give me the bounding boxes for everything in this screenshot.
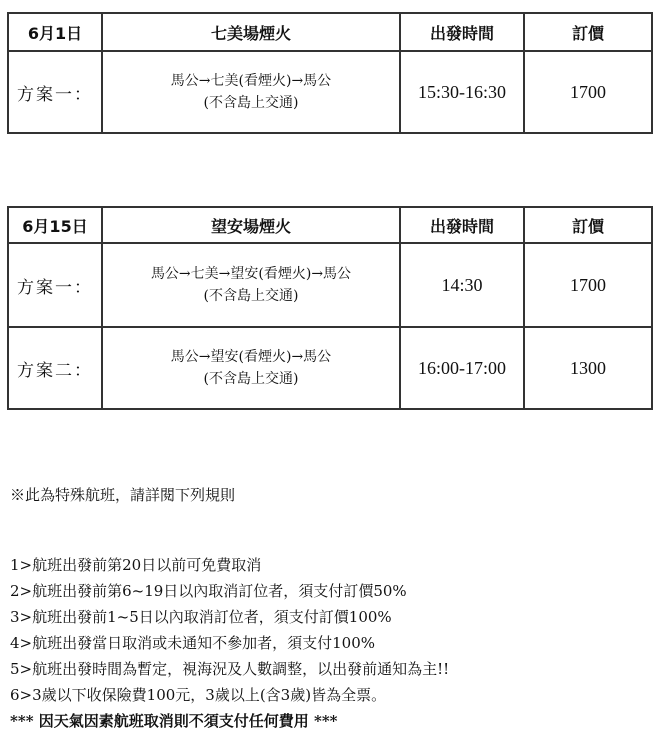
departure-time-header: 出發時間 bbox=[400, 13, 524, 51]
event-header: 望安場煙火 bbox=[102, 207, 400, 243]
rule-item: 5>航班出發時間為暫定，視海況及人數調整，以出發前通知為主!! bbox=[10, 660, 450, 678]
rule-item: 4>航班出發當日取消或未通知不參加者，須支付100% bbox=[10, 634, 375, 652]
price-header: 訂價 bbox=[524, 207, 652, 243]
rule-item: 6>3歲以下收保險費100元，3歲以上(含3歲)皆為全票。 bbox=[10, 686, 387, 704]
table-row bbox=[8, 243, 652, 327]
rules-footer: *** 因天氣因素航班取消則不須支付任何費用 *** bbox=[10, 712, 338, 730]
route-text: 馬公→七美(看煙火)→馬公 bbox=[170, 73, 332, 89]
date-header: 6月1日 bbox=[8, 13, 102, 51]
departure-time: 16:00-17:00 bbox=[400, 327, 524, 409]
route-note: (不含島上交通) bbox=[203, 95, 299, 111]
departure-time: 15:30-16:30 bbox=[400, 51, 524, 133]
price-value: 1700 bbox=[524, 243, 652, 327]
schedule-table-june-1 bbox=[7, 12, 653, 134]
table-row bbox=[8, 327, 652, 409]
departure-time-header: 出發時間 bbox=[400, 207, 524, 243]
rule-item: 1>航班出發前第20日以前可免費取消 bbox=[10, 556, 262, 574]
plan-label: 方案二： bbox=[8, 327, 102, 409]
route-cell bbox=[102, 327, 400, 409]
table-header-row bbox=[8, 207, 652, 243]
route-text: 馬公→望安(看煙火)→馬公 bbox=[170, 349, 332, 365]
rule-item: 2>航班出發前第6~19日以內取消訂位者，須支付訂價50% bbox=[10, 582, 407, 600]
departure-time: 14:30 bbox=[400, 243, 524, 327]
date-header: 6月15日 bbox=[8, 207, 102, 243]
price-header: 訂價 bbox=[524, 13, 652, 51]
plan-label: 方案一： bbox=[8, 243, 102, 327]
route-note: (不含島上交通) bbox=[203, 371, 299, 387]
table-header-row bbox=[8, 13, 652, 51]
route-cell bbox=[102, 243, 400, 327]
rules-intro: ※此為特殊航班，請詳閱下列規則 bbox=[10, 486, 236, 504]
route-text: 馬公→七美→望安(看煙火)→馬公 bbox=[150, 266, 352, 282]
event-header: 七美場煙火 bbox=[102, 13, 400, 51]
table-row bbox=[8, 51, 652, 133]
plan-label: 方案一： bbox=[8, 51, 102, 133]
route-cell bbox=[102, 51, 400, 133]
price-value: 1300 bbox=[524, 327, 652, 409]
price-value: 1700 bbox=[524, 51, 652, 133]
rule-item: 3>航班出發前1~5日以內取消訂位者，須支付訂價100% bbox=[10, 608, 392, 626]
schedule-table-june-15 bbox=[7, 206, 653, 410]
route-note: (不含島上交通) bbox=[203, 288, 299, 304]
